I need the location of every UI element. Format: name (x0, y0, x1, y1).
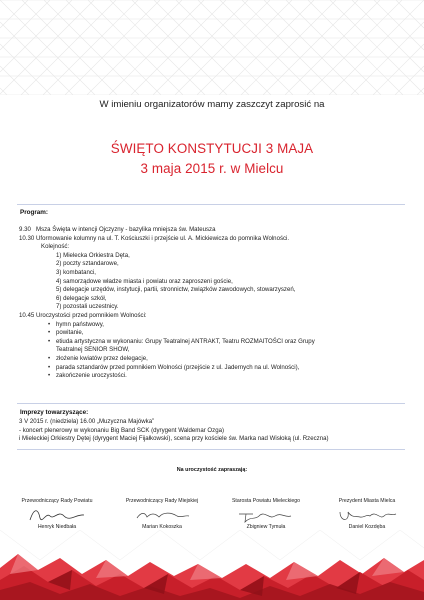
signatory-name: Henryk Niedbała (37, 524, 77, 530)
program-text: • etiuda artystyczna w wykonaniu: Grupy Teatralnej ANTRAKT, Teatru ROZMAITOŚCI oraz Grupy (56, 338, 315, 347)
separator-extra (17, 403, 405, 404)
program-row (19, 269, 411, 278)
program-row (19, 321, 411, 330)
program-time: 9.30 (19, 226, 31, 233)
signatory (211, 498, 321, 530)
program-row (19, 372, 411, 381)
program-row (19, 338, 411, 347)
extra-heading: Imprezy towarzyszące: (20, 409, 89, 416)
program-text: 6) delegacje szkół, (56, 294, 107, 302)
program-row (19, 286, 411, 295)
bottom-red-triangle-pattern (0, 530, 424, 600)
program-list (19, 226, 411, 381)
program-text: 2) poczty sztandarowe, (56, 260, 119, 268)
signature-image (231, 504, 301, 526)
signature-image (127, 504, 197, 526)
program-text: Msza Święta w intencji Ojczyzny - bazylika mniejsza św. Mateusza (36, 226, 216, 233)
signatory-role: Starosta Powiatu Mieleckiego (231, 498, 301, 504)
extra-events (19, 418, 411, 444)
program-text: Kolejność: (41, 243, 70, 251)
program-text: Teatralnej SENIOR SHOW, (56, 346, 130, 354)
program-heading: Program: (20, 209, 48, 216)
separator-program (17, 204, 405, 205)
program-text: • hymn państwowy, (56, 321, 104, 330)
signatory (107, 498, 217, 530)
invitation-text: W imieniu organizatorów mamy zaszczyt zaprosić na (99, 99, 325, 110)
program-row (19, 364, 411, 373)
program-row (19, 235, 411, 244)
signatory-name: Marian Kokoszka (142, 524, 182, 530)
program-row (19, 346, 411, 355)
extra-line (19, 427, 411, 436)
program-text: 7) pozostali uczestnicy. (56, 303, 119, 311)
program-row (19, 355, 411, 364)
program-text: 3) kombatanci, (56, 268, 96, 276)
event-date-place: 3 maja 2015 r. w Mielcu (140, 161, 284, 176)
program-row (19, 260, 411, 269)
program-row (19, 329, 411, 338)
program-text: • złożenie kwiatów przez delegacje, (56, 355, 148, 364)
top-triangle-pattern (0, 0, 424, 95)
program-row (19, 303, 411, 312)
signatory-role: Przewodniczący Rady Miejskiej (125, 498, 199, 504)
honor-committee-label: Na uroczystość zapraszają: (176, 467, 248, 473)
program-time: 10.30 (19, 234, 35, 242)
signature-image (22, 504, 92, 526)
program-text: • parada sztandarów przed pomnikiem Wolności (przejście z ul. Jadernych na ul. Wolności), (56, 364, 299, 373)
program-row (19, 226, 411, 235)
signatory-role: Prezydent Miasta Mielca (338, 498, 396, 504)
program-text: • powitanie, (56, 329, 83, 338)
program-row (19, 278, 411, 287)
extra-text: 3 V 2015 r. (niedziela) 16.00 „Muzyczna Majówka” (19, 418, 155, 425)
signatory-name: Zbigniew Tymuła (246, 524, 286, 530)
signatory-name: Daniel Kozdęba (348, 524, 386, 530)
program-text: 5) delegacje urzędów, instytucji, partii, stronnictw, związków zawodowych, stowarzyszeń, (56, 286, 296, 294)
program-text: 1) Mielecka Orkiestra Dęta, (56, 251, 130, 259)
signatory-role: Przewodniczący Rady Powiatu (21, 498, 93, 504)
extra-line (19, 435, 411, 444)
separator-honor (17, 449, 405, 450)
program-row (19, 252, 411, 261)
extra-line (19, 418, 411, 427)
signatory (312, 498, 422, 530)
program-row (19, 295, 411, 304)
signatory (2, 498, 112, 530)
program-row (19, 312, 411, 321)
program-text: • zakończenie uroczystości. (56, 372, 127, 381)
extra-text: - koncert plenerowy w wykonaniu Big Band SCK (dyrygent Waldemar Ozga) (19, 426, 225, 434)
extra-text: i Mieleckiej Orkiestry Dętej (dyrygent Maciej Fijałkowski), scena przy kościele św. Marka nad Wisłoką (ul. Rzeczna) (19, 435, 329, 443)
program-text: Uroczystości przed pomnikiem Wolności: (36, 311, 147, 319)
program-text: 4) samorządowe władze miasta i powiatu oraz zaproszeni goście, (56, 277, 233, 285)
event-title: ŚWIĘTO KONSTYTUCJI 3 MAJA (110, 141, 314, 156)
signature-image (332, 504, 402, 526)
program-text: Uformowanie kolumny na ul. T. Kościuszki i przejście ul. A. Mickiewicza do pomnika Wolności. (36, 234, 290, 242)
program-time: 10.45 (19, 311, 35, 319)
program-row (19, 243, 411, 252)
